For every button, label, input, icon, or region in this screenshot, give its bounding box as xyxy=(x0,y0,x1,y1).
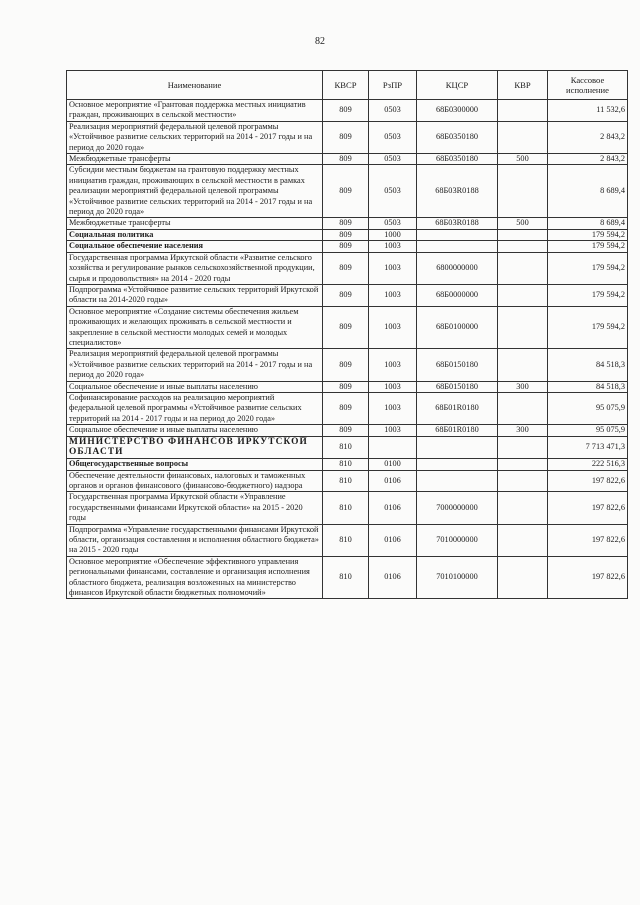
row-kvsr: 810 xyxy=(323,436,369,459)
row-rzpr: 1003 xyxy=(369,349,417,381)
row-kcsr xyxy=(417,436,498,459)
row-kvsr: 809 xyxy=(323,425,369,436)
page-number: 82 xyxy=(315,36,325,47)
row-kvr xyxy=(498,556,548,599)
row-kvsr: 810 xyxy=(323,492,369,524)
row-kvr: 500 xyxy=(498,218,548,229)
row-name: Социальное обеспечение и иные выплаты населению xyxy=(67,381,323,392)
header-name: Наименование xyxy=(67,71,323,100)
row-name: Обеспечение деятельности финансовых, налоговых и таможенных органов и органов финансового (финансово-бюджетного) надзора xyxy=(67,470,323,492)
row-kcsr: 7000000000 xyxy=(417,492,498,524)
row-kvsr: 810 xyxy=(323,524,369,556)
row-kvr: 300 xyxy=(498,381,548,392)
row-rzpr: 0106 xyxy=(369,524,417,556)
row-amount: 197 822,6 xyxy=(548,470,628,492)
row-kcsr: 68Б0000000 xyxy=(417,284,498,306)
row-kvr xyxy=(498,470,548,492)
table-row xyxy=(67,165,628,218)
table-row xyxy=(67,556,628,599)
row-name: Социальное обеспечение и иные выплаты населению xyxy=(67,425,323,436)
row-kvr xyxy=(498,349,548,381)
row-rzpr: 0503 xyxy=(369,218,417,229)
row-name: Подпрограмма «Устойчивое развитие сельских территорий Иркутской области на 2014-2020 годы» xyxy=(67,284,323,306)
row-kvr xyxy=(498,241,548,252)
row-amount: 2 843,2 xyxy=(548,121,628,153)
table-header-row xyxy=(67,71,628,100)
row-name: Основное мероприятие «Обеспечение эффективного управления региональными финансами, составление и организация исполнения областного бюджета, реализация возложенных на министерство финансов Иркутской области бюджетных полномочий» xyxy=(67,556,323,599)
row-kvsr: 809 xyxy=(323,218,369,229)
table-row xyxy=(67,229,628,240)
row-name: Государственная программа Иркутской области «Управление государственными финансами Иркутской области» на 2015 - 2020 годы xyxy=(67,492,323,524)
row-kvsr: 809 xyxy=(323,229,369,240)
row-name: Государственная программа Иркутской области «Развитие сельского хозяйства и регулирование рынков сельскохозяйственной продукции, сырья и продовольствия» на 2014 - 2020 годы xyxy=(67,252,323,284)
row-amount: 222 516,3 xyxy=(548,459,628,470)
row-amount: 95 075,9 xyxy=(548,392,628,424)
row-kvsr: 810 xyxy=(323,470,369,492)
row-name: Межбюджетные трансферты xyxy=(67,154,323,165)
row-name: Основное мероприятие «Создание системы обеспечения жильем проживающих и желающих проживать в сельской местности и закрепление в сельской местности молодых семей и молодых специалистов» xyxy=(67,306,323,349)
table-row xyxy=(67,121,628,153)
row-kcsr: 7010100000 xyxy=(417,556,498,599)
row-kvsr: 809 xyxy=(323,392,369,424)
row-kvsr: 809 xyxy=(323,306,369,349)
table-row xyxy=(67,524,628,556)
row-kvr xyxy=(498,284,548,306)
table-row xyxy=(67,436,628,459)
row-kcsr: 68Б03R0188 xyxy=(417,218,498,229)
row-kcsr: 68Б01R0180 xyxy=(417,392,498,424)
row-rzpr: 1003 xyxy=(369,252,417,284)
row-rzpr: 1003 xyxy=(369,241,417,252)
header-kvr: КВР xyxy=(498,71,548,100)
table-row xyxy=(67,252,628,284)
row-kcsr: 68Б0300000 xyxy=(417,100,498,122)
row-name: Общегосударственные вопросы xyxy=(67,459,323,470)
row-kcsr: 68Б03R0188 xyxy=(417,165,498,218)
row-rzpr: 1003 xyxy=(369,392,417,424)
row-kvsr: 809 xyxy=(323,349,369,381)
row-rzpr: 1003 xyxy=(369,284,417,306)
table-row xyxy=(67,492,628,524)
row-rzpr: 0503 xyxy=(369,154,417,165)
row-amount: 7 713 471,3 xyxy=(548,436,628,459)
table-row xyxy=(67,154,628,165)
row-amount: 11 532,6 xyxy=(548,100,628,122)
row-name: Социальная политика xyxy=(67,229,323,240)
row-amount: 2 843,2 xyxy=(548,154,628,165)
row-kcsr xyxy=(417,229,498,240)
row-kvr xyxy=(498,165,548,218)
row-kvr xyxy=(498,229,548,240)
row-kvr: 300 xyxy=(498,425,548,436)
row-kvr xyxy=(498,100,548,122)
row-rzpr: 0106 xyxy=(369,470,417,492)
row-name: МИНИСТЕРСТВО ФИНАНСОВ ИРКУТСКОЙ ОБЛАСТИ xyxy=(67,436,323,459)
table-row xyxy=(67,381,628,392)
row-amount: 197 822,6 xyxy=(548,492,628,524)
table-row xyxy=(67,100,628,122)
row-kcsr xyxy=(417,241,498,252)
table-row xyxy=(67,392,628,424)
row-kvsr: 809 xyxy=(323,154,369,165)
row-kcsr xyxy=(417,470,498,492)
table-row xyxy=(67,241,628,252)
header-kvsr: КВСР xyxy=(323,71,369,100)
row-rzpr: 0106 xyxy=(369,556,417,599)
row-name: Основное мероприятие «Грантовая поддержка местных инициатив граждан, проживающих в сельской местности» xyxy=(67,100,323,122)
row-name: Подпрограмма «Управление государственными финансами Иркутской области, организация составления и исполнения областного бюджета» на 2015 - 2020 годы xyxy=(67,524,323,556)
row-kvsr: 809 xyxy=(323,241,369,252)
row-amount: 197 822,6 xyxy=(548,524,628,556)
row-kcsr: 68Б01R0180 xyxy=(417,425,498,436)
row-amount: 179 594,2 xyxy=(548,284,628,306)
row-kvsr: 810 xyxy=(323,556,369,599)
row-amount: 8 689,4 xyxy=(548,218,628,229)
row-amount: 84 518,3 xyxy=(548,349,628,381)
row-kcsr: 68Б0350180 xyxy=(417,121,498,153)
table-row xyxy=(67,218,628,229)
row-kcsr: 7010000000 xyxy=(417,524,498,556)
row-kvr xyxy=(498,252,548,284)
row-kvsr: 809 xyxy=(323,252,369,284)
table-row xyxy=(67,349,628,381)
row-rzpr: 1000 xyxy=(369,229,417,240)
row-name: Софинансирование расходов на реализацию мероприятий федеральной целевой программы «Устойчивое развитие сельских территорий на 2014 - 2017 годы и на период до 2020 года» xyxy=(67,392,323,424)
row-kvsr: 809 xyxy=(323,381,369,392)
row-kvr xyxy=(498,121,548,153)
row-rzpr: 1003 xyxy=(369,425,417,436)
row-amount: 95 075,9 xyxy=(548,425,628,436)
row-kvr xyxy=(498,436,548,459)
row-kcsr: 68Б0100000 xyxy=(417,306,498,349)
row-rzpr: 0106 xyxy=(369,492,417,524)
row-kvr: 500 xyxy=(498,154,548,165)
row-rzpr: 1003 xyxy=(369,381,417,392)
table-row xyxy=(67,306,628,349)
row-amount: 197 822,6 xyxy=(548,556,628,599)
row-amount: 179 594,2 xyxy=(548,252,628,284)
row-name: Социальное обеспечение населения xyxy=(67,241,323,252)
row-kcsr: 68Б0350180 xyxy=(417,154,498,165)
row-kvsr: 810 xyxy=(323,459,369,470)
row-kcsr: 6800000000 xyxy=(417,252,498,284)
row-amount: 179 594,2 xyxy=(548,241,628,252)
row-amount: 84 518,3 xyxy=(548,381,628,392)
budget-execution-table xyxy=(66,70,628,599)
row-kvsr: 809 xyxy=(323,284,369,306)
table-row xyxy=(67,284,628,306)
row-kvr xyxy=(498,492,548,524)
row-rzpr xyxy=(369,436,417,459)
header-kcsr: КЦСР xyxy=(417,71,498,100)
row-rzpr: 0503 xyxy=(369,100,417,122)
row-name: Субсидии местным бюджетам на грантовую поддержку местных инициатив граждан, проживающих в сельской местности в рамках реализации мероприятий федеральной целевой программы «Устойчивое развитие сельских территорий на 2014 - 2017 годы и на период до 2020 года» xyxy=(67,165,323,218)
table-row xyxy=(67,459,628,470)
row-name: Реализация мероприятий федеральной целевой программы «Устойчивое развитие сельских территорий на 2014 - 2017 годы и на период до 2020 года» xyxy=(67,349,323,381)
row-amount: 179 594,2 xyxy=(548,306,628,349)
row-rzpr: 0503 xyxy=(369,121,417,153)
row-kcsr: 68Б0150180 xyxy=(417,349,498,381)
row-kcsr xyxy=(417,459,498,470)
header-rzpr: РзПР xyxy=(369,71,417,100)
row-kvr xyxy=(498,524,548,556)
row-kvsr: 809 xyxy=(323,100,369,122)
header-amount: Кассовое исполнение xyxy=(548,71,628,100)
row-kvr xyxy=(498,306,548,349)
table-row xyxy=(67,425,628,436)
row-rzpr: 0503 xyxy=(369,165,417,218)
table-row xyxy=(67,470,628,492)
row-rzpr: 1003 xyxy=(369,306,417,349)
row-kvsr: 809 xyxy=(323,165,369,218)
row-kvsr: 809 xyxy=(323,121,369,153)
row-rzpr: 0100 xyxy=(369,459,417,470)
row-name: Реализация мероприятий федеральной целевой программы «Устойчивое развитие сельских территорий на 2014 - 2017 годы и на период до 2020 года» xyxy=(67,121,323,153)
row-kvr xyxy=(498,459,548,470)
row-amount: 8 689,4 xyxy=(548,165,628,218)
row-kcsr: 68Б0150180 xyxy=(417,381,498,392)
row-amount: 179 594,2 xyxy=(548,229,628,240)
row-name: Межбюджетные трансферты xyxy=(67,218,323,229)
row-kvr xyxy=(498,392,548,424)
